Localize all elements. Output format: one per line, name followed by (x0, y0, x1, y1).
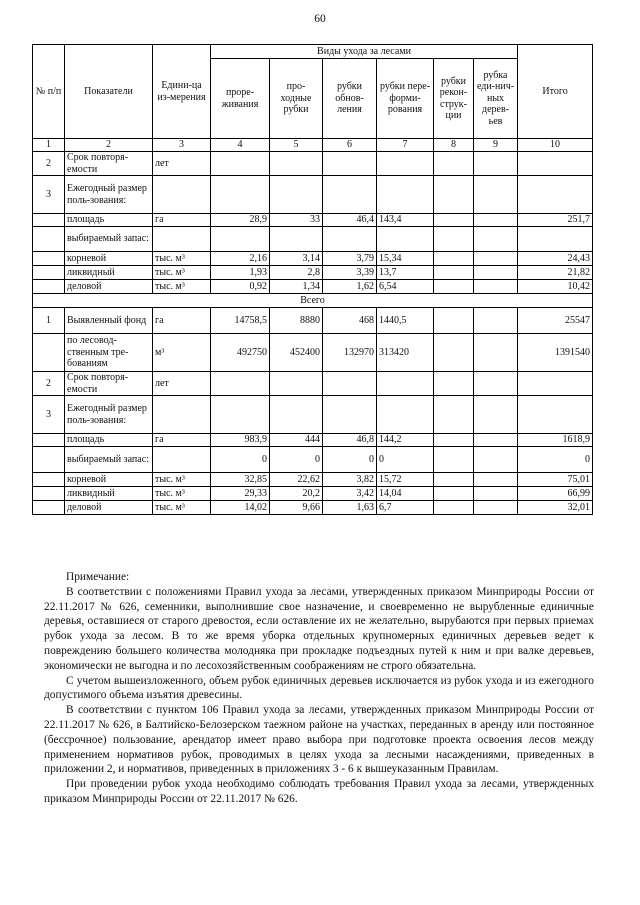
row-value: 132970 (323, 334, 377, 372)
header-type-passing: про-ходные рубки (270, 59, 323, 139)
row-value: 46,8 (323, 434, 377, 447)
row-value (211, 152, 270, 176)
row-value (474, 434, 518, 447)
row-total: 251,7 (518, 214, 593, 227)
row-total: 25547 (518, 308, 593, 334)
row-value (377, 152, 434, 176)
row-value: 1,62 (323, 280, 377, 294)
row-value (434, 372, 474, 396)
col-number: 7 (377, 139, 434, 152)
row-total: 75,01 (518, 473, 593, 487)
row-total (518, 227, 593, 252)
row-value: 143,4 (377, 214, 434, 227)
notes-paragraph: В соответствии с пунктом 106 Правил ухода за лесами, утвержденных приказом Минприроды России от 22.11.2017 № 626, в Балтийско-Белозерском таежном районе на участках, переданных в аренду или постоянное (бессрочное) пользование, арендатор имеет право выбора при подготовке проекта освоения лесов между применением нормативов рубок, проводимых в целях ухода за лесными насаждениями, приведенных в приложении 2, и нормативов, приведенных в приложениях 3 - 6 к вышеуказанным Правилам. (44, 704, 594, 776)
row-value (434, 266, 474, 280)
row-value: 29,33 (211, 487, 270, 501)
row-value: 14758,5 (211, 308, 270, 334)
row-value (434, 152, 474, 176)
row-value (377, 227, 434, 252)
row-value: 3,39 (323, 266, 377, 280)
row-total: 24,43 (518, 252, 593, 266)
table-row (33, 372, 593, 396)
row-label: корневой (65, 252, 153, 266)
row-total: 32,01 (518, 501, 593, 515)
col-number: 5 (270, 139, 323, 152)
row-total: 0 (518, 447, 593, 473)
header-type-reformation: рубки пере-форми-рования (377, 59, 434, 139)
table-row (33, 266, 593, 280)
row-value (377, 176, 434, 214)
row-value: 0,92 (211, 280, 270, 294)
row-value (434, 176, 474, 214)
row-value (434, 214, 474, 227)
row-value (434, 308, 474, 334)
row-label: Выявленный фонд (65, 308, 153, 334)
row-unit: га (153, 434, 211, 447)
row-total: 21,82 (518, 266, 593, 280)
row-value (474, 176, 518, 214)
header-total: Итого (518, 45, 593, 139)
row-value: 1,34 (270, 280, 323, 294)
row-value: 0 (270, 447, 323, 473)
row-value: 1440,5 (377, 308, 434, 334)
col-number: 4 (211, 139, 270, 152)
row-label: площадь (65, 434, 153, 447)
row-unit (153, 227, 211, 252)
row-value: 33 (270, 214, 323, 227)
row-value (434, 252, 474, 266)
row-unit (153, 396, 211, 434)
table-row (33, 447, 593, 473)
row-value (474, 227, 518, 252)
row-value (474, 447, 518, 473)
table-row (33, 434, 593, 447)
header-type-single-trees: рубка еди-нич-ных дерев-ьев (474, 59, 518, 139)
row-unit (153, 447, 211, 473)
row-value (323, 152, 377, 176)
table-section-total (33, 308, 593, 515)
row-total (518, 176, 593, 214)
row-value (323, 176, 377, 214)
row-unit: тыс. м³ (153, 280, 211, 294)
header-care-types: Виды ухода за лесами (211, 45, 518, 59)
row-value: 14,04 (377, 487, 434, 501)
col-number: 10 (518, 139, 593, 152)
row-value: 3,79 (323, 252, 377, 266)
row-value (474, 501, 518, 515)
row-label: корневой (65, 473, 153, 487)
table-row (33, 176, 593, 214)
row-value: 46,4 (323, 214, 377, 227)
table-row (33, 473, 593, 487)
row-value: 15,72 (377, 473, 434, 487)
col-number: 3 (153, 139, 211, 152)
table-row (33, 334, 593, 372)
row-value (211, 176, 270, 214)
table-section-per-year (33, 152, 593, 294)
row-num: 2 (33, 152, 65, 176)
row-num (33, 434, 65, 447)
row-unit: тыс. м³ (153, 473, 211, 487)
row-label: Срок повторя-емости (65, 372, 153, 396)
header-units: Едини-ца из-мерения (153, 45, 211, 139)
notes-paragraph: В соответствии с положениями Правил ухода за лесами, утвержденных приказом Минприроды России от 22.11.2017 № 626, семенники, выполнившие свое назначение, и своевременно не вырубленные единичные деревья, оставшиеся от старого древостоя, если оставление их не желательно, вырубаются при первых приемах рубок ухода за лесом. В то же время уборка отдельных крупномерных единичных деревьев ведет к повреждению большего количества молодняка при прокладке подъездных путей к ним и при валке деревьев, экономически не выгодна и по лесохозяйственным соображениям не строго обязательна. (44, 585, 594, 672)
row-value (474, 252, 518, 266)
row-value: 3,82 (323, 473, 377, 487)
row-value (434, 487, 474, 501)
header-type-reconstruction: рубки рекон-струк-ции (434, 59, 474, 139)
row-value: 3,14 (270, 252, 323, 266)
row-unit: м³ (153, 334, 211, 372)
row-num: 2 (33, 372, 65, 396)
row-label: деловой (65, 501, 153, 515)
row-value: 1,63 (323, 501, 377, 515)
row-value (270, 176, 323, 214)
row-value: 3,42 (323, 487, 377, 501)
row-num (33, 487, 65, 501)
row-value (474, 473, 518, 487)
row-value: 492750 (211, 334, 270, 372)
header-indicators: Показатели (65, 45, 153, 139)
forest-care-table (32, 44, 593, 515)
col-number: 8 (434, 139, 474, 152)
table-row (33, 214, 593, 227)
row-label: площадь (65, 214, 153, 227)
row-value (474, 214, 518, 227)
row-value (474, 308, 518, 334)
row-unit (153, 176, 211, 214)
row-num (33, 266, 65, 280)
section-total-label: Всего (33, 294, 593, 308)
row-num (33, 227, 65, 252)
row-value (323, 372, 377, 396)
col-number: 9 (474, 139, 518, 152)
row-value (434, 227, 474, 252)
col-number: 6 (323, 139, 377, 152)
notes-title: Примечание: (66, 571, 130, 583)
row-unit: тыс. м³ (153, 487, 211, 501)
row-label: ликвидный (65, 487, 153, 501)
row-unit: га (153, 214, 211, 227)
notes-paragraph: С учетом вышеизложенного, объем рубок единичных деревьев исключается из рубок ухода и из ежегодного допустимого объема изъятия древесины. (44, 674, 594, 702)
row-value (474, 334, 518, 372)
row-value (323, 227, 377, 252)
row-value: 28,9 (211, 214, 270, 227)
table-row (33, 252, 593, 266)
row-value: 22,62 (270, 473, 323, 487)
row-total: 66,99 (518, 487, 593, 501)
row-value (434, 434, 474, 447)
row-num: 1 (33, 308, 65, 334)
row-value (474, 152, 518, 176)
row-value (211, 396, 270, 434)
row-label: выбираемый запас: (65, 227, 153, 252)
row-value (270, 152, 323, 176)
notes-block (44, 570, 594, 807)
col-number: 2 (65, 139, 153, 152)
row-unit: лет (153, 152, 211, 176)
row-value: 452400 (270, 334, 323, 372)
row-num (33, 252, 65, 266)
row-value: 20,2 (270, 487, 323, 501)
table-section-total-header (33, 294, 593, 308)
header-type-thinning: проре-живания (211, 59, 270, 139)
table-row (33, 152, 593, 176)
row-value (377, 372, 434, 396)
row-unit: га (153, 308, 211, 334)
table-row (33, 487, 593, 501)
table-row (33, 396, 593, 434)
row-num: 3 (33, 176, 65, 214)
row-value: 313420 (377, 334, 434, 372)
row-num (33, 214, 65, 227)
col-number: 1 (33, 139, 65, 152)
row-value: 444 (270, 434, 323, 447)
row-value: 468 (323, 308, 377, 334)
row-num (33, 473, 65, 487)
row-value (474, 280, 518, 294)
row-value: 6,54 (377, 280, 434, 294)
row-value (474, 266, 518, 280)
row-value (270, 227, 323, 252)
row-unit: тыс. м³ (153, 501, 211, 515)
row-value: 9,66 (270, 501, 323, 515)
row-value (270, 372, 323, 396)
row-value: 8880 (270, 308, 323, 334)
row-num (33, 447, 65, 473)
row-value: 983,9 (211, 434, 270, 447)
row-label: ликвидный (65, 266, 153, 280)
row-value: 144,2 (377, 434, 434, 447)
row-label: Срок повторя-емости (65, 152, 153, 176)
row-label: по лесовод-ственным тре-бованиям (65, 334, 153, 372)
row-value: 14,02 (211, 501, 270, 515)
row-value: 2,16 (211, 252, 270, 266)
row-value (323, 396, 377, 434)
row-value (474, 396, 518, 434)
row-value: 0 (377, 447, 434, 473)
table-row (33, 280, 593, 294)
row-label: деловой (65, 280, 153, 294)
row-value (434, 334, 474, 372)
row-value: 6,7 (377, 501, 434, 515)
row-value (434, 501, 474, 515)
row-label: Ежегодный размер поль-зования: (65, 176, 153, 214)
row-total (518, 396, 593, 434)
row-value (434, 396, 474, 434)
row-value: 0 (323, 447, 377, 473)
row-value (434, 447, 474, 473)
row-value (474, 372, 518, 396)
header-type-renewal: рубки обнов-ления (323, 59, 377, 139)
row-num (33, 334, 65, 372)
page-number: 60 (314, 13, 326, 25)
table-row (33, 227, 593, 252)
row-num: 3 (33, 396, 65, 434)
row-total: 10,42 (518, 280, 593, 294)
row-unit: тыс. м³ (153, 252, 211, 266)
row-value (377, 396, 434, 434)
row-value (211, 372, 270, 396)
row-unit: лет (153, 372, 211, 396)
row-value (270, 396, 323, 434)
row-label: выбираемый запас: (65, 447, 153, 473)
row-value: 0 (211, 447, 270, 473)
row-total: 1618,9 (518, 434, 593, 447)
row-unit: тыс. м³ (153, 266, 211, 280)
row-value (434, 280, 474, 294)
header-num: № п/п (33, 45, 65, 139)
row-value (474, 487, 518, 501)
row-num (33, 501, 65, 515)
notes-paragraph: При проведении рубок ухода необходимо соблюдать требования Правил ухода за лесами, утвержденных приказом Минприроды России от 22.11.2017 № 626. (44, 778, 594, 805)
row-num (33, 280, 65, 294)
row-value (211, 227, 270, 252)
row-value: 15,34 (377, 252, 434, 266)
row-value: 1,93 (211, 266, 270, 280)
row-value: 13,7 (377, 266, 434, 280)
row-total: 1391540 (518, 334, 593, 372)
table-row (33, 308, 593, 334)
table-row (33, 501, 593, 515)
row-total (518, 152, 593, 176)
row-value: 32,85 (211, 473, 270, 487)
row-total (518, 372, 593, 396)
row-value: 2,8 (270, 266, 323, 280)
row-value (434, 473, 474, 487)
row-label: Ежегодный размер поль-зования: (65, 396, 153, 434)
